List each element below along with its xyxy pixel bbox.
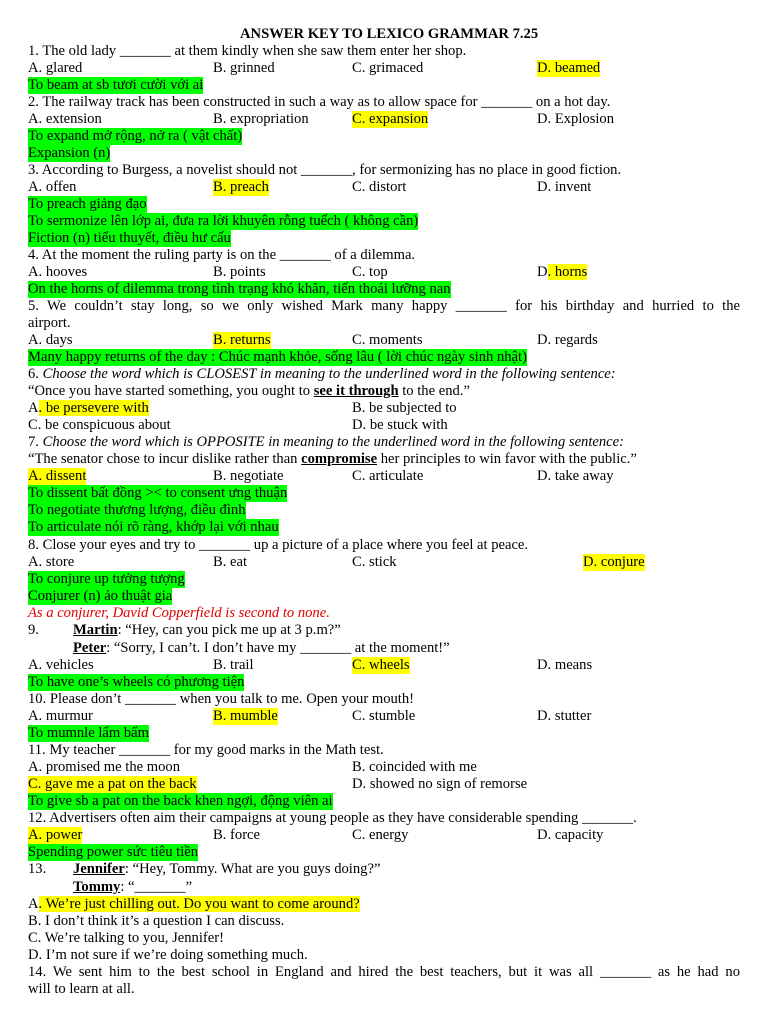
q11-note: To give sb a pat on the back khen ngợi, động viên ai xyxy=(28,793,333,809)
q2-note-1: To expand mở rộng, nở ra ( vật chất) xyxy=(28,128,243,144)
q12-option-c: C. energy xyxy=(352,827,409,843)
q8-option-d-answer: D. conjure xyxy=(583,554,645,570)
q12-option-a-answer: A. power xyxy=(28,827,83,843)
q12-option-b: B. force xyxy=(213,827,261,843)
q4-option-a: A. hooves xyxy=(28,264,88,280)
q9-dialogue-line-2 xyxy=(73,640,450,657)
q2-option-c-answer: C. expansion xyxy=(352,111,429,127)
q6-option-b: B. be subjected to xyxy=(352,400,457,416)
q13-option-c: C. We’re talking to you, Jennifer! xyxy=(28,930,224,946)
q6-option-a-answer xyxy=(28,400,149,417)
q12-option-d: D. capacity xyxy=(537,827,604,843)
q13-speaker-tommy: Tommy xyxy=(73,879,121,895)
question-14-line-1: 14. We sent him to the best school in England and hired the best teachers, but it was all _______ as he had no xyxy=(28,964,740,980)
q9-line-2-text: : “Sorry, I can’t. I don’t have my _______ at the moment!” xyxy=(106,640,450,656)
q7-underlined-word: compromise xyxy=(301,451,378,467)
q8-example-sentence: As a conjurer, David Copperfield is second to none. xyxy=(28,605,330,621)
q5-option-a: A. days xyxy=(28,332,73,348)
question-1: 1. The old lady _______ at them kindly when she saw them enter her shop. xyxy=(28,43,467,59)
q9-option-c-answer: C. wheels xyxy=(352,657,410,673)
question-3: 3. According to Burgess, a novelist should not _______, for sermonizing has no place in good fiction. xyxy=(28,162,622,178)
q4-option-b: B. points xyxy=(213,264,266,280)
q6-instruction-text: Choose the word which is CLOSEST in meaning to the underlined word in the following sentence: xyxy=(42,366,616,382)
q7-note-3: To articulate nói rõ ràng, khớp lại với nhau xyxy=(28,519,279,535)
q3-option-a: A. offen xyxy=(28,179,77,195)
q7-sentence-post: her principles to win favor with the public.” xyxy=(377,451,637,467)
q13-line-2-text: : “_______” xyxy=(120,879,193,895)
q1-note: To beam at sb tươi cười với ai xyxy=(28,77,204,93)
q13-line-1-text: : “Hey, Tommy. What are you guys doing?” xyxy=(124,861,381,877)
q7-sentence-pre: “The senator chose to incur dislike rather than xyxy=(28,451,302,467)
q6-option-d: D. be stuck with xyxy=(352,417,448,433)
q11-option-d: D. showed no sign of remorse xyxy=(352,776,528,792)
q7-option-a-answer: A. dissent xyxy=(28,468,87,484)
q13-speaker-jennifer: Jennifer xyxy=(73,861,125,877)
q6-sentence-post: to the end.” xyxy=(398,383,470,399)
q11-option-a: A. promised me the moon xyxy=(28,759,180,775)
q8-note-1: To conjure up tưởng tượng xyxy=(28,571,185,587)
q8-option-b: B. eat xyxy=(213,554,248,570)
q10-note: To mumnle lẩm bẩm xyxy=(28,725,149,741)
q9-note: To have one’s wheels có phương tiện xyxy=(28,674,245,690)
question-5-line-1: 5. We couldn’t stay long, so we only wished Mark many happy _______ for his birthday and hurried to the xyxy=(28,298,740,314)
q6-option-a-word: . be persevere with xyxy=(38,400,149,416)
q6-sentence-pre: “Once you have started something, you ought to xyxy=(28,383,314,399)
q6-option-a-letter: A xyxy=(28,400,39,416)
q3-note-3: Fiction (n) tiểu thuyết, điều hư cấu xyxy=(28,230,231,246)
q10-option-c: C. stumble xyxy=(352,708,416,724)
question-12: 12. Advertisers often aim their campaigns at young people as they have considerable spending _______. xyxy=(28,810,637,826)
q13-option-a-text: . We’re just chilling out. Do you want to come around? xyxy=(38,896,360,912)
q3-option-b-answer: B. preach xyxy=(213,179,269,195)
question-13-number: 13. xyxy=(28,861,47,877)
q10-option-b-answer: B. mumble xyxy=(213,708,278,724)
q5-option-c: C. moments xyxy=(352,332,423,348)
q2-option-d: D. Explosion xyxy=(537,111,615,127)
question-9-number: 9. xyxy=(28,622,39,638)
q2-note-2: Expansion (n) xyxy=(28,145,111,161)
q3-option-c: C. distort xyxy=(352,179,407,195)
q3-option-d: D. invent xyxy=(537,179,592,195)
q9-option-b: B. trail xyxy=(213,657,254,673)
q1-option-d-answer: D. beamed xyxy=(537,60,601,76)
q5-option-b-answer: B. returns xyxy=(213,332,271,348)
q11-option-b: B. coincided with me xyxy=(352,759,477,775)
q7-number: 7. xyxy=(28,434,43,450)
q8-option-c: C. stick xyxy=(352,554,397,570)
q13-dialogue-line-1 xyxy=(73,861,380,878)
q1-option-a: A. glared xyxy=(28,60,83,76)
q9-speaker-martin: Martin xyxy=(73,622,118,638)
q2-option-a: A. extension xyxy=(28,111,102,127)
q6-number: 6. xyxy=(28,366,43,382)
q3-note-1: To preach giảng đạo xyxy=(28,196,147,212)
q9-option-d: D. means xyxy=(537,657,593,673)
q8-note-2: Conjurer (n) ảo thuật gia xyxy=(28,588,173,604)
q11-option-c-answer: C. gave me a pat on the back xyxy=(28,776,197,792)
q4-option-d-letter: D xyxy=(537,264,548,280)
question-8: 8. Close your eyes and try to _______ up a picture of a place where you feel at peace. xyxy=(28,537,529,553)
q7-option-c: C. articulate xyxy=(352,468,424,484)
q9-dialogue-line-1 xyxy=(73,622,341,639)
question-7-instruction xyxy=(28,434,624,451)
question-7-sentence xyxy=(28,451,637,468)
q9-speaker-peter: Peter xyxy=(73,640,107,656)
q13-dialogue-line-2 xyxy=(73,879,192,896)
q4-option-d-word: . horns xyxy=(547,264,588,280)
question-11: 11. My teacher _______ for my good marks in the Math test. xyxy=(28,742,384,758)
page-title: ANSWER KEY TO LEXICO GRAMMAR 7.25 xyxy=(240,26,539,42)
q5-option-d: D. regards xyxy=(537,332,598,348)
question-5-line-2: airport. xyxy=(28,315,71,331)
q4-option-d-answer xyxy=(537,264,587,281)
q6-underlined-phrase: see it through xyxy=(313,383,399,399)
q9-option-a: A. vehicles xyxy=(28,657,94,673)
q3-note-2: To sermonize lên lớp ai, đưa ra lời khuyên rỗng tuếch ( không cần) xyxy=(28,213,419,229)
q7-note-2: To negotiate thương lượng, điều đình xyxy=(28,502,246,518)
q13-option-a-letter: A xyxy=(28,896,39,912)
q2-option-b: B. expropriation xyxy=(213,111,309,127)
q7-instruction-text: Choose the word which is OPPOSITE in meaning to the underlined word in the following sentence: xyxy=(42,434,624,450)
q4-note: On the horns of dilemma trong tình trạng khó khăn, tiến thoái lưỡng nan xyxy=(28,281,451,297)
q6-option-c: C. be conspicuous about xyxy=(28,417,171,433)
question-6-sentence xyxy=(28,383,470,400)
q7-option-d: D. take away xyxy=(537,468,614,484)
q7-option-b: B. negotiate xyxy=(213,468,284,484)
q12-note: Spending power sức tiêu tiền xyxy=(28,844,199,860)
q9-line-1-text: : “Hey, can you pick me up at 3 p.m?” xyxy=(117,622,341,638)
q13-option-a-answer xyxy=(28,896,360,913)
q7-note-1: To dissent bất đồng >< to consent ưng thuận xyxy=(28,485,288,501)
q10-option-a: A. murmur xyxy=(28,708,93,724)
question-6-instruction xyxy=(28,366,616,383)
question-10: 10. Please don’t _______ when you talk to me. Open your mouth! xyxy=(28,691,415,707)
q1-option-c: C. grimaced xyxy=(352,60,424,76)
q5-note: Many happy returns of the day : Chúc mạnh khỏe, sống lâu ( lời chúc ngày sinh nhật) xyxy=(28,349,527,365)
question-2: 2. The railway track has been constructed in such a way as to allow space for _______ on a hot day. xyxy=(28,94,611,110)
q13-option-d: D. I’m not sure if we’re doing something much. xyxy=(28,947,308,963)
q1-option-b: B. grinned xyxy=(213,60,275,76)
question-4: 4. At the moment the ruling party is on the _______ of a dilemma. xyxy=(28,247,416,263)
q10-option-d: D. stutter xyxy=(537,708,592,724)
q4-option-c: C. top xyxy=(352,264,388,280)
q13-option-b: B. I don’t think it’s a question I can discuss. xyxy=(28,913,285,929)
q8-option-a: A. store xyxy=(28,554,75,570)
question-14-line-2: will to learn at all. xyxy=(28,981,135,997)
